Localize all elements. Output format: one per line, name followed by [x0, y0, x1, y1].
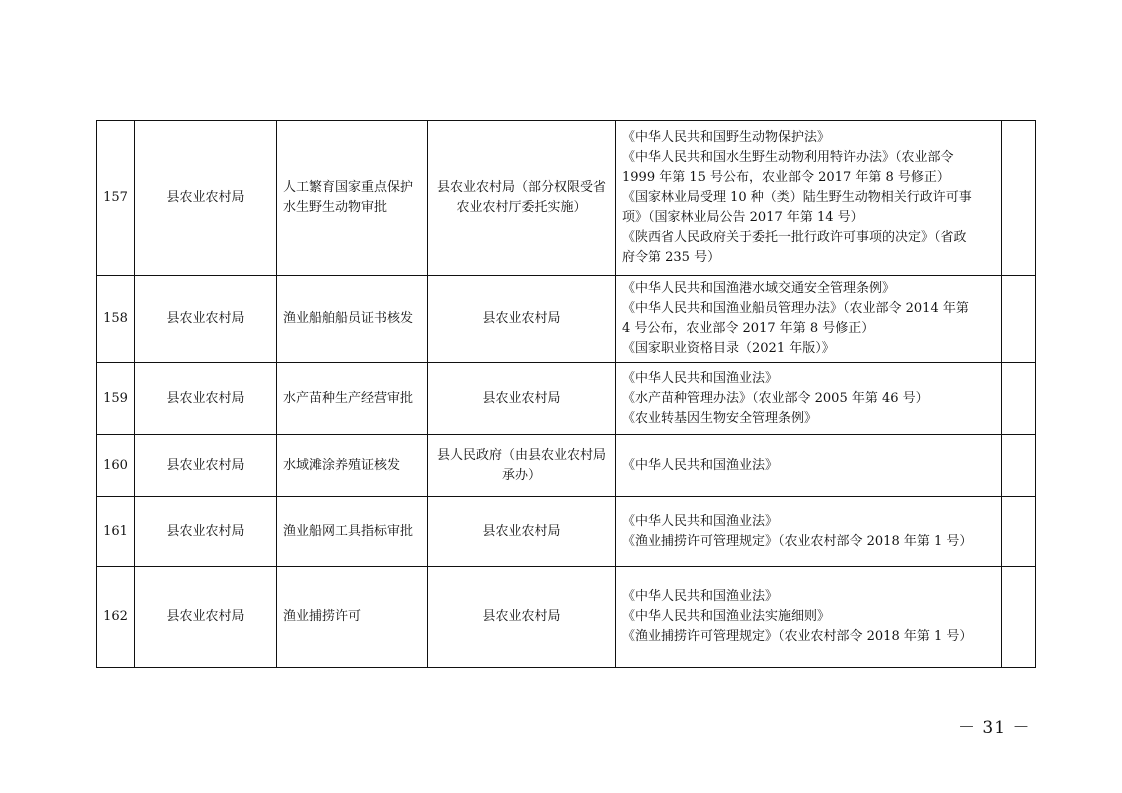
item-name-cell: 渔业船网工具指标审批	[277, 497, 428, 567]
page-number: － 31 －	[958, 718, 1031, 738]
legal-basis-line: 《中华人民共和国渔业法实施细则》	[622, 609, 831, 624]
item-name-cell: 渔业捕捞许可	[277, 567, 428, 668]
legal-basis-line: 《渔业捕捞许可管理规定》（农业农村部令 2018 年第 1 号）	[622, 629, 973, 644]
row-number: 162	[97, 567, 135, 668]
remarks-cell	[1002, 276, 1036, 363]
row-number: 161	[97, 497, 135, 567]
legal-basis-line: 《中华人民共和国渔业法》	[622, 370, 779, 386]
legal-basis-line: 《中华人民共和国水生野生动物利用特许办法》（农业部令	[622, 150, 954, 165]
implementing-body-cell: 县农业农村局	[428, 276, 616, 363]
legal-basis-cell	[616, 276, 1002, 363]
department-cell: 县农业农村局	[135, 363, 277, 435]
department-cell: 县农业农村局	[135, 121, 277, 276]
legal-basis-cell	[616, 435, 1002, 497]
legal-basis-line: 《水产苗种管理办法》（农业部令 2005 年第 46 号）	[622, 390, 929, 406]
legal-basis-line: 《渔业捕捞许可管理规定》（农业农村部令 2018 年第 1 号）	[622, 533, 973, 549]
legal-basis-line: 《国家职业资格目录（2021 年版）》	[622, 341, 835, 356]
legal-basis-line: 项》（国家林业局公告 2017 年第 14 号）	[622, 210, 864, 225]
legal-basis-line: 《中华人民共和国渔港水域交通安全管理条例》	[622, 281, 896, 296]
legal-basis-line: 《农业转基因生物安全管理条例》	[622, 410, 818, 426]
remarks-cell	[1002, 497, 1036, 567]
legal-basis-line: 《中华人民共和国渔业船员管理办法》（农业部令 2014 年第	[622, 301, 969, 316]
row-number: 159	[97, 363, 135, 435]
table-row	[97, 121, 1036, 276]
legal-basis-cell	[616, 121, 1002, 276]
department-cell: 县农业农村局	[135, 497, 277, 567]
table-row	[97, 497, 1036, 567]
table-row	[97, 567, 1036, 668]
item-name-cell: 水域滩涂养殖证核发	[277, 435, 428, 497]
implementing-body-cell: 县农业农村局	[428, 567, 616, 668]
row-number: 160	[97, 435, 135, 497]
department-cell: 县农业农村局	[135, 276, 277, 363]
item-name-cell: 渔业船舶船员证书核发	[277, 276, 428, 363]
legal-basis-line: 《中华人民共和国渔业法》	[622, 513, 779, 529]
legal-basis-cell	[616, 497, 1002, 567]
table-row	[97, 276, 1036, 363]
row-number: 157	[97, 121, 135, 276]
legal-basis-line: 《中华人民共和国渔业法》	[622, 589, 779, 604]
approval-items-table	[96, 120, 1036, 668]
legal-basis-line: 《中华人民共和国渔业法》	[622, 457, 779, 473]
implementing-body-cell: 县农业农村局	[428, 363, 616, 435]
legal-basis-cell	[616, 567, 1002, 668]
legal-basis-line: 1999 年第 15 号公布，农业部令 2017 年第 8 号修正）	[622, 170, 950, 185]
remarks-cell	[1002, 121, 1036, 276]
row-number: 158	[97, 276, 135, 363]
implementing-body-cell: 县农业农村局	[428, 497, 616, 567]
remarks-cell	[1002, 363, 1036, 435]
table-row	[97, 363, 1036, 435]
remarks-cell	[1002, 435, 1036, 497]
legal-basis-line: 《陕西省人民政府关于委托一批行政许可事项的决定》（省政	[622, 230, 967, 245]
legal-basis-line: 府令第 235 号）	[622, 250, 721, 265]
legal-basis-cell	[616, 363, 1002, 435]
implementing-body-cell: 县农业农村局（部分权限受省农业农村厅委托实施）	[428, 121, 616, 276]
department-cell: 县农业农村局	[135, 567, 277, 668]
implementing-body-cell: 县人民政府（由县农业农村局承办）	[428, 435, 616, 497]
legal-basis-line: 《国家林业局受理 10 种（类）陆生野生动物相关行政许可事	[622, 190, 972, 205]
legal-basis-line: 4 号公布，农业部令 2017 年第 8 号修正）	[622, 321, 875, 336]
item-name-cell: 水产苗种生产经营审批	[277, 363, 428, 435]
remarks-cell	[1002, 567, 1036, 668]
item-name-cell: 人工繁育国家重点保护水生野生动物审批	[277, 121, 428, 276]
department-cell: 县农业农村局	[135, 435, 277, 497]
table-row	[97, 435, 1036, 497]
legal-basis-line: 《中华人民共和国野生动物保护法》	[622, 130, 831, 145]
